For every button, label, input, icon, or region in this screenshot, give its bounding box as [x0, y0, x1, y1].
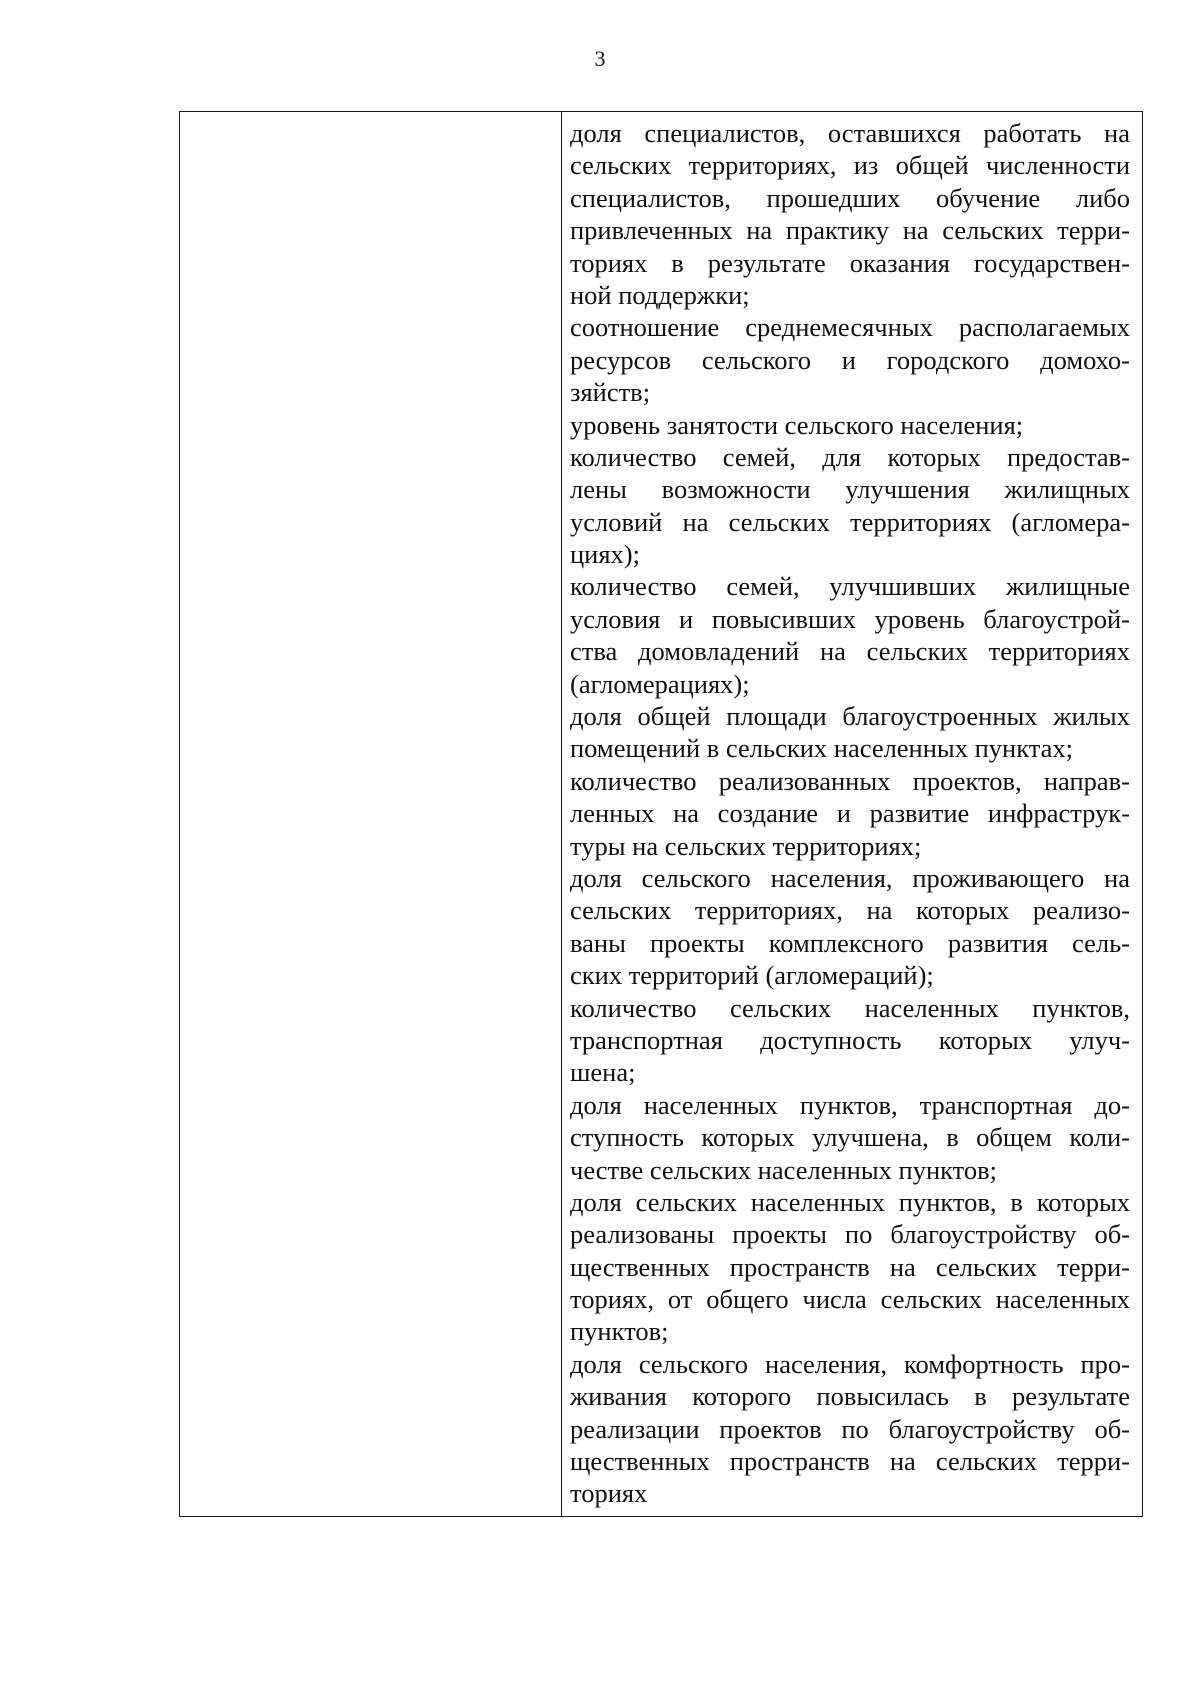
- text-line: помещений в сельских населенных пунктах;: [570, 733, 1074, 764]
- text-line: ториях: [570, 1478, 648, 1509]
- text-line: живания которого повысилась в результате: [570, 1381, 1130, 1412]
- indicators-table: [179, 111, 1143, 1517]
- text-line: соотношение среднемесячных располагаемых: [570, 312, 1130, 343]
- text-line: зяйств;: [570, 377, 651, 408]
- text-line: ваны проекты комплексного развития сель-: [570, 927, 1130, 958]
- text-line: ной поддержки;: [570, 279, 750, 310]
- text-line: количество семей, улучшивших жилищные: [570, 571, 1130, 602]
- text-line: сельских территориях, на которых реализо-: [570, 895, 1130, 926]
- text-line: условий на сельских территориях (агломера-: [570, 506, 1130, 537]
- text-line: доля сельских населенных пунктов, в которых: [570, 1186, 1130, 1217]
- table-right-cell: [562, 112, 1142, 1516]
- page-number: 3: [594, 46, 606, 71]
- text-line: щественных пространств на сельских терри-: [570, 1446, 1130, 1477]
- text-line: реализации проектов по благоустройству об-: [570, 1413, 1130, 1444]
- text-line: доля сельского населения, комфортность про-: [570, 1348, 1130, 1379]
- text-line: туры на сельских территориях;: [570, 830, 922, 861]
- text-line: количество семей, для которых предостав-: [570, 441, 1130, 472]
- text-line: ступность которых улучшена, в общем коли-: [570, 1122, 1130, 1153]
- text-line: уровень занятости сельского населения;: [570, 409, 1024, 440]
- text-line: доля специалистов, оставшихся работать на: [570, 118, 1130, 148]
- text-line: количество реализованных проектов, направ-: [570, 765, 1130, 796]
- text-line: транспортная доступность которых улуч-: [570, 1024, 1130, 1055]
- text-line: сельских территориях, из общей численности: [570, 150, 1130, 181]
- text-line: честве сельских населенных пунктов;: [570, 1154, 998, 1185]
- text-line: привлеченных на практику на сельских терри-: [570, 215, 1130, 246]
- text-line: пунктов;: [570, 1316, 669, 1347]
- text-line: (агломерациях);: [570, 668, 750, 699]
- text-line: доля сельского населения, проживающего на: [570, 862, 1130, 893]
- text-line: щественных пространств на сельских терри-: [570, 1251, 1130, 1282]
- text-line: циях);: [570, 539, 640, 570]
- text-line: количество сельских населенных пунктов,: [570, 992, 1130, 1023]
- text-line: ских территорий (агломераций);: [570, 960, 934, 991]
- text-line: реализованы проекты по благоустройству об-: [570, 1219, 1130, 1250]
- text-line: доля населенных пунктов, транспортная до-: [570, 1089, 1130, 1120]
- text-line: ства домовладений на сельских территориях: [570, 636, 1130, 667]
- text-line: условия и повысивших уровень благоустрой-: [570, 603, 1130, 634]
- text-line: лены возможности улучшения жилищных: [570, 474, 1130, 505]
- text-line: ресурсов сельского и городского домохо-: [570, 344, 1130, 375]
- text-line: доля общей площади благоустроенных жилых: [570, 701, 1130, 732]
- text-line: шена;: [570, 1057, 636, 1088]
- text-line: ленных на создание и развитие инфраструк-: [570, 798, 1130, 829]
- table-left-cell: [180, 112, 562, 1516]
- text-line: специалистов, прошедших обучение либо: [570, 182, 1130, 213]
- text-line: ториях в результате оказания государствен-: [570, 247, 1130, 278]
- text-line: ториях, от общего числа сельских населенных: [570, 1284, 1130, 1315]
